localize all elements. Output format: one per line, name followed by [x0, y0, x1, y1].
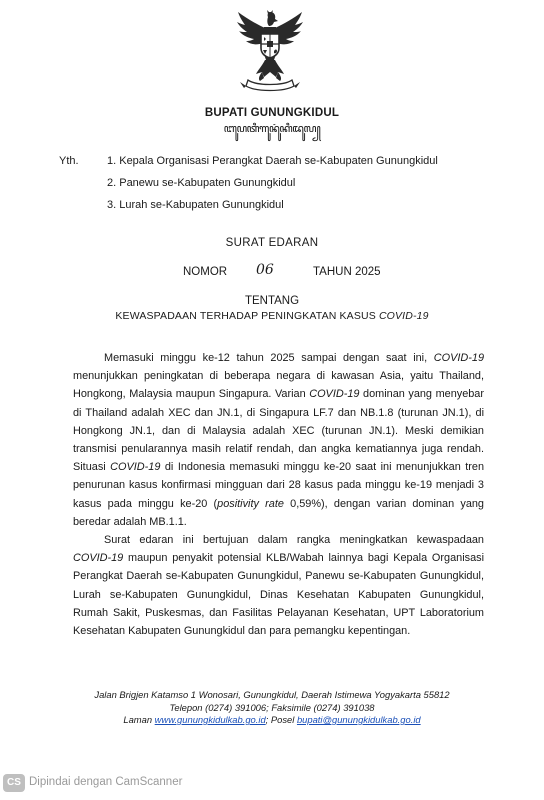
camscanner-logo-icon: CS	[3, 774, 25, 792]
body-text: 0,59%), dengan varian dominan yang	[283, 497, 484, 510]
garuda-emblem-icon	[234, 8, 306, 94]
body-text: menunjukkan peningkatan di beberapa negara di kawasan Asia, yaitu Thailand,	[73, 370, 484, 383]
body-line	[73, 549, 484, 567]
body-text: beredar adalah MB.1.1.	[73, 515, 187, 528]
body-line	[73, 531, 484, 549]
subject-text-italic: COVID-19	[378, 310, 429, 322]
body-line	[73, 422, 484, 440]
scanner-text: Dipindai dengan CamScanner	[29, 776, 183, 788]
body-text-italic: COVID-19	[73, 552, 124, 565]
regent-title-javanese-script: ꦧꦸꦥꦠꦶꦒꦸꦤꦸꦁꦏꦶꦢꦸꦭ꧀	[223, 122, 321, 135]
body-text: Rumah Sakit, Puskesmas, dan Fasilitas Pelayanan Kesehatan, UPT Laboratorium	[73, 606, 484, 619]
footer-phone: Telepon (0274) 391006; Faksimile (0274) 391038	[169, 702, 375, 713]
website-link[interactable]: www.gunungkidulkab.go.id	[154, 714, 266, 725]
body-text: Kesehatan Kabupaten Gunungkidul dan para pemangku kepentingan.	[73, 625, 411, 638]
addressee-item: 2. Panewu se-Kabupaten Gunungkidul	[107, 177, 296, 189]
number-value-handwritten: 06	[256, 262, 274, 278]
body-line	[73, 586, 484, 604]
number-label: NOMOR	[183, 266, 228, 278]
body-paragraph-2	[73, 531, 484, 640]
subject-text: KEWASPADAAN TERHADAP PENINGKATAN KASUS	[115, 310, 379, 322]
body-text: di Indonesia memasuki minggu ke-20 saat ini menunjukkan tren	[160, 461, 484, 474]
body-line	[73, 622, 484, 640]
body-paragraph-1	[73, 349, 484, 531]
subject-heading	[0, 310, 544, 322]
addressee-list	[107, 155, 438, 221]
body-line	[73, 458, 484, 476]
footer-contact	[0, 714, 544, 727]
body-text: Situasi	[73, 461, 111, 474]
body-text: Lurah se-Kabupaten Gunungkidul, Dinas Kesehatan Kabupaten Gunungkidul,	[73, 588, 484, 601]
year-label: TAHUN 2025	[313, 266, 381, 278]
body-line	[73, 385, 484, 403]
body-text-italic: positivity rate	[217, 497, 284, 510]
body-line	[73, 440, 484, 458]
body-line	[73, 604, 484, 622]
email-link[interactable]: bupati@gunungkidulkab.go.id	[296, 714, 421, 725]
footer-address: Jalan Brigjen Katamso 1 Wonosari, Gunungkidul, Daerah Istimewa Yogyakarta 55812	[94, 689, 450, 700]
body-line	[73, 367, 484, 385]
body-line	[73, 567, 484, 585]
addressee-item: 1. Kepala Organisasi Perangkat Daerah se-Kabupaten Gunungkidul	[107, 155, 438, 167]
body-text: Hongkong JN.1, dan di Malaysia adalah XEC (turunan JN.1). Meski demikian	[73, 424, 484, 437]
addressee-item: 3. Lurah se-Kabupaten Gunungkidul	[107, 199, 284, 211]
body-text-italic: COVID-19	[110, 461, 161, 474]
body-line	[73, 404, 484, 422]
body-line	[73, 513, 484, 531]
body-text: Perangkat Daerah se-Kabupaten Gunungkidul, Panewu se-Kabupaten Gunungkidul,	[73, 570, 484, 583]
scanner-watermark	[0, 760, 544, 800]
footer-post-label: ; Posel	[265, 714, 297, 725]
body-text: Memasuki minggu ke-12 tahun 2025 sampai dengan saat ini,	[104, 352, 434, 364]
regent-title: BUPATI GUNUNGKIDUL	[204, 107, 340, 119]
body-line	[73, 349, 484, 367]
body-text: di Thailand adalah XEC dan JN.1, di Singapura LF.7 dan NB.1.8 (turunan JN.1), di	[73, 406, 484, 419]
body-text: Hongkong, Malaysia maupun Singapura. Varian	[73, 388, 310, 401]
body-line	[73, 495, 484, 513]
document-type-heading: SURAT EDARAN	[225, 237, 319, 249]
body-text: Surat edaran ini bertujuan dalam rangka meningkatkan kewaspadaan	[104, 534, 484, 546]
body-text: kasus pada minggu ke-20 (	[73, 497, 218, 510]
addressee-label: Yth.	[59, 155, 79, 167]
body-text: penurunan kasus konfirmasi mingguan dari 28 kasus pada minggu ke-19 menjadi 3	[73, 479, 484, 492]
body-line	[73, 476, 484, 494]
footer-web-label: Laman	[123, 714, 155, 725]
about-label: TENTANG	[244, 295, 300, 307]
body-text: maupun penyakit potensial KLB/Wabah lainnya bagi Kepala Organisasi	[123, 552, 484, 565]
body-text: dominan yang menyebar	[359, 388, 484, 401]
body-text: transmisi penularannya masih relatif rendah, dan angka kematiannya juga rendah.	[73, 443, 484, 456]
body-text-italic: COVID-19	[433, 352, 484, 364]
body-text-italic: COVID-19	[309, 388, 360, 401]
